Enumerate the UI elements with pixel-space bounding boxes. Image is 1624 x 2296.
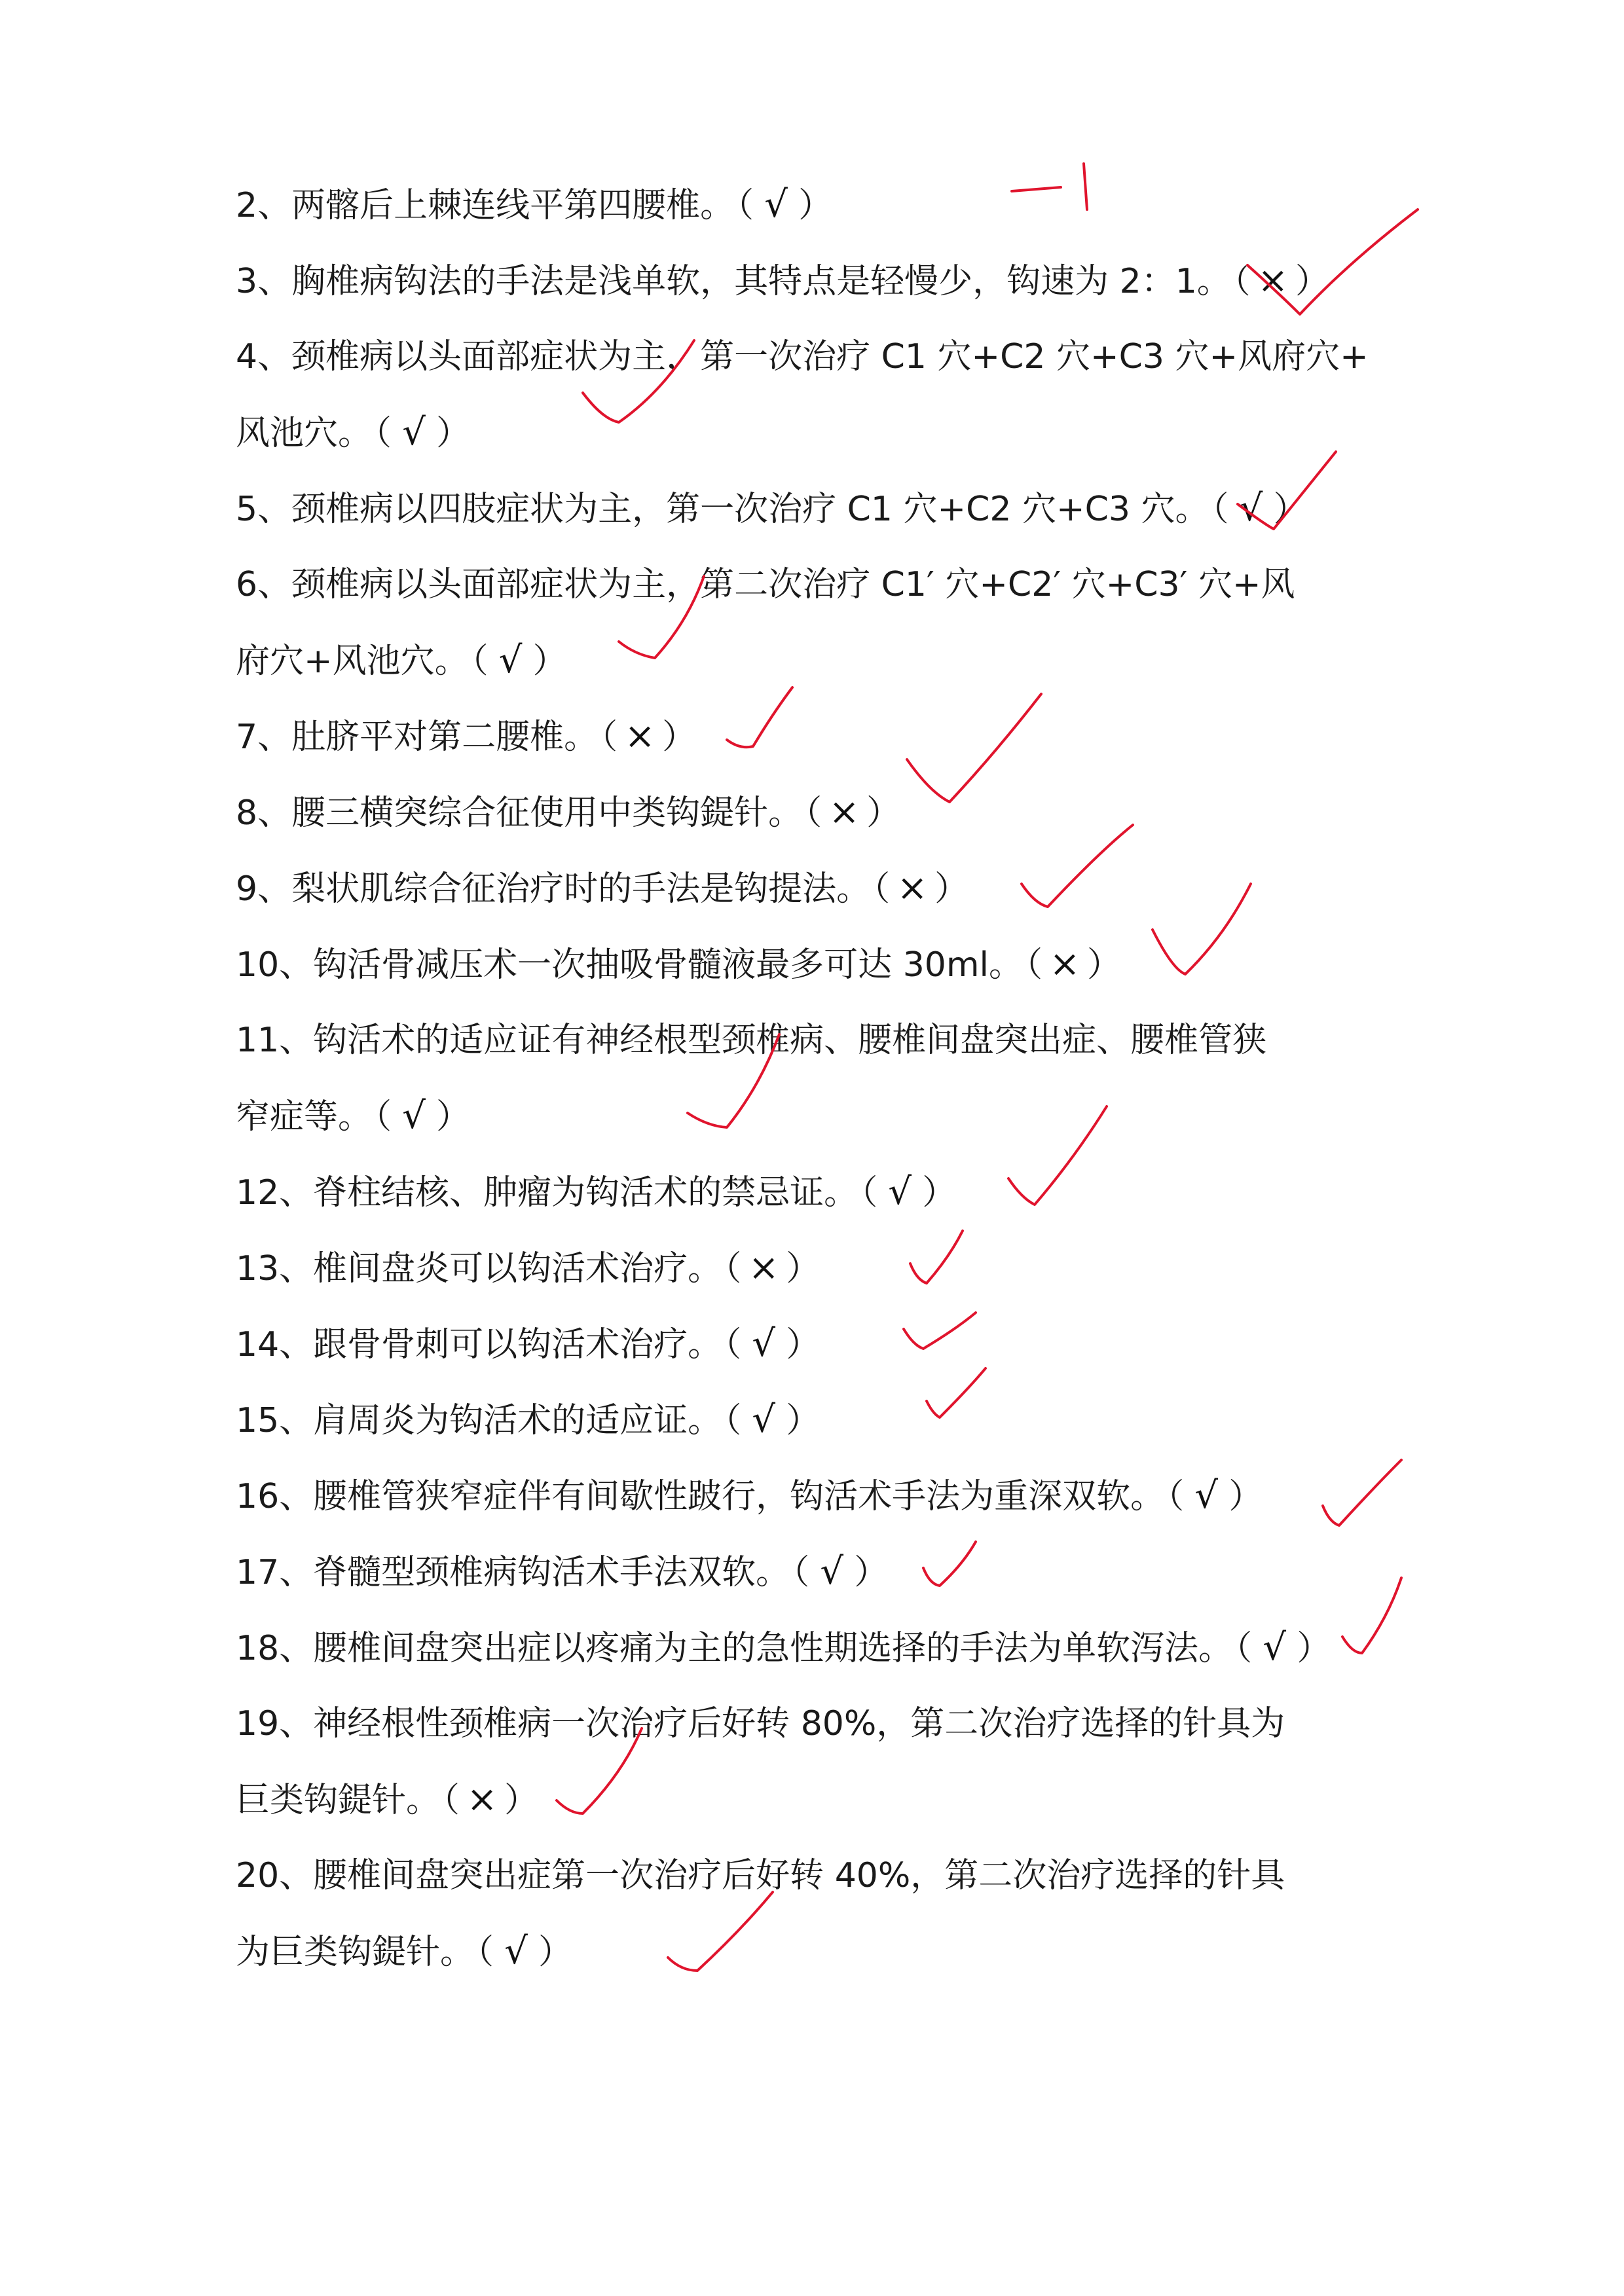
question-11-continued: 窄症等。（ √ ） — [236, 1078, 1401, 1155]
handwritten-answer: √ — [402, 1095, 426, 1137]
handwritten-answer: √ — [1194, 1474, 1219, 1517]
handwritten-answer: × — [1257, 259, 1289, 302]
question-15: 15、肩周炎为钩活术的适应证。（ √ ） — [236, 1382, 1401, 1459]
question-text: 脊柱结核、肿瘤为钩活术的禁忌证。 — [313, 1173, 858, 1212]
handwritten-answer: × — [466, 1778, 498, 1821]
question-number: 10、 — [236, 945, 314, 985]
question-text: 胸椎病钩法的手法是浅单软，其特点是轻慢少，钩速为 2：1。 — [291, 262, 1231, 301]
question-text: 两髂后上棘连线平第四腰椎。 — [291, 186, 735, 225]
question-number: 3、 — [236, 262, 292, 301]
question-8: 8、腰三横突综合征使用中类钩鍉针。（ × ） — [236, 774, 1401, 851]
handwritten-answer: √ — [504, 1930, 528, 1973]
question-text-continued: 风池穴。 — [236, 414, 373, 453]
question-10: 10、钩活骨减压术一次抽吸骨髓液最多可达 30ml。（ × ） — [236, 926, 1401, 1003]
question-number: 16、 — [236, 1477, 314, 1516]
question-19-continued: 巨类钩鍉针。（ × ） — [236, 1762, 1401, 1838]
handwritten-answer: √ — [820, 1550, 844, 1593]
question-number: 7、 — [236, 718, 292, 757]
question-7: 7、肚脐平对第二腰椎。（ × ） — [236, 699, 1401, 775]
question-number: 2、 — [236, 186, 292, 225]
question-11 — [236, 1002, 1401, 1078]
question-text: 腰椎间盘突出症以疼痛为主的急性期选择的手法为单软泻法。 — [313, 1629, 1233, 1668]
handwritten-answer: √ — [1239, 487, 1263, 530]
question-text: 椎间盘炎可以钩活术治疗。 — [313, 1249, 722, 1288]
question-text: 肩周炎为钩活术的适应证。 — [313, 1401, 722, 1440]
question-number: 8、 — [236, 793, 292, 833]
question-number: 5、 — [236, 490, 292, 529]
handwritten-answer: × — [1049, 943, 1080, 985]
handwritten-answer: √ — [764, 183, 788, 226]
question-text-continued: 为巨类钩鍉针。 — [236, 1933, 475, 1972]
handwritten-answer: √ — [1263, 1626, 1287, 1669]
question-text: 腰三横突综合征使用中类钩鍉针。 — [291, 793, 803, 833]
question-number: 12、 — [236, 1173, 314, 1212]
question-number: 17、 — [236, 1553, 314, 1592]
question-text: 颈椎病以头面部症状为主，第一次治疗 C1 穴+C2 穴+C3 穴+风府穴+ — [291, 337, 1369, 376]
question-number: 11、 — [236, 1021, 314, 1060]
question-3: 3、胸椎病钩法的手法是浅单软，其特点是轻慢少，钩速为 2：1。（ × ） — [236, 243, 1401, 319]
question-number: 13、 — [236, 1249, 314, 1288]
question-number: 20、 — [236, 1856, 314, 1895]
question-number: 4、 — [236, 337, 292, 376]
question-text: 颈椎病以四肢症状为主，第一次治疗 C1 穴+C2 穴+C3 穴。 — [291, 490, 1209, 529]
question-text: 脊髓型颈椎病钩活术手法双软。 — [313, 1553, 790, 1592]
question-text-continued: 窄症等。 — [236, 1097, 373, 1137]
question-14: 14、跟骨骨刺可以钩活术治疗。（ √ ） — [236, 1306, 1401, 1383]
question-text: 梨状肌综合征治疗时的手法是钩提法。 — [291, 869, 871, 909]
question-text: 神经根性颈椎病一次治疗后好转 80%，第二次治疗选择的针具为 — [313, 1704, 1285, 1743]
handwritten-answer: √ — [498, 639, 523, 682]
question-4-continued: 风池穴。（ √ ） — [236, 395, 1401, 471]
question-5: 5、颈椎病以四肢症状为主，第一次治疗 C1 穴+C2 穴+C3 穴。（ √ ） — [236, 471, 1401, 547]
question-number: 14、 — [236, 1325, 314, 1364]
question-number: 19、 — [236, 1704, 314, 1743]
question-2: 2、两髂后上棘连线平第四腰椎。（ √ ） — [236, 167, 1401, 244]
question-text-continued: 巨类钩鍉针。 — [236, 1781, 441, 1820]
question-text: 腰椎管狭窄症伴有间歇性跛行，钩活术手法为重深双软。 — [313, 1477, 1165, 1516]
question-13: 13、椎间盘炎可以钩活术治疗。（ × ） — [236, 1230, 1401, 1307]
question-text: 腰椎间盘突出症第一次治疗后好转 40%，第二次治疗选择的针具 — [313, 1856, 1285, 1895]
question-text: 钩活术的适应证有神经根型颈椎病、腰椎间盘突出症、腰椎管狭 — [313, 1021, 1267, 1060]
handwritten-answer: √ — [888, 1171, 912, 1213]
handwritten-answer: √ — [402, 411, 426, 454]
question-number: 18、 — [236, 1629, 314, 1668]
question-text: 颈椎病以头面部症状为主，第二次治疗 C1′ 穴+C2′ 穴+C3′ 穴+风 — [291, 565, 1295, 604]
question-4 — [236, 319, 1401, 395]
question-20 — [236, 1838, 1401, 1914]
question-6 — [236, 547, 1401, 623]
question-text: 跟骨骨刺可以钩活术治疗。 — [313, 1325, 722, 1364]
question-12: 12、脊柱结核、肿瘤为钩活术的禁忌证。（ √ ） — [236, 1154, 1401, 1231]
question-17: 17、脊髓型颈椎病钩活术手法双软。（ √ ） — [236, 1534, 1401, 1611]
question-19 — [236, 1686, 1401, 1762]
question-number: 6、 — [236, 565, 292, 604]
question-text-continued: 府穴+风池穴。 — [236, 642, 469, 681]
question-9: 9、梨状肌综合征治疗时的手法是钩提法。（ × ） — [236, 850, 1401, 927]
question-20-continued: 为巨类钩鍉针。（ √ ） — [236, 1914, 1401, 1990]
handwritten-answer: × — [748, 1247, 779, 1289]
question-number: 15、 — [236, 1401, 314, 1440]
question-text: 肚脐平对第二腰椎。 — [291, 718, 599, 757]
handwritten-answer: × — [896, 867, 928, 909]
question-18: 18、腰椎间盘突出症以疼痛为主的急性期选择的手法为单软泻法。（ √ ） — [236, 1610, 1401, 1686]
question-text: 钩活骨减压术一次抽吸骨髓液最多可达 30ml。 — [313, 945, 1023, 985]
question-number: 9、 — [236, 869, 292, 909]
handwritten-answer: × — [828, 791, 860, 833]
handwritten-answer: × — [624, 715, 655, 757]
question-6-continued: 府穴+风池穴。（ √ ） — [236, 623, 1401, 699]
question-16: 16、腰椎管狭窄症伴有间歇性跛行，钩活术手法为重深双软。（ √ ） — [236, 1458, 1401, 1535]
handwritten-answer: √ — [752, 1398, 776, 1441]
handwritten-answer: √ — [752, 1322, 776, 1365]
